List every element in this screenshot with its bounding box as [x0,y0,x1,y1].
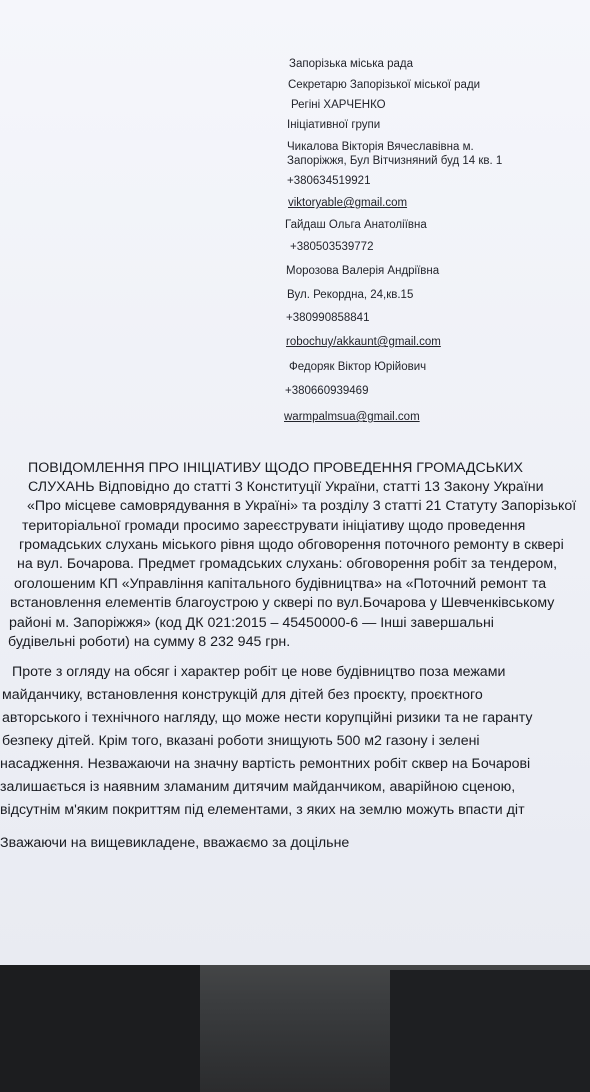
paragraph-line: майданчику, встановлення конструкцій для дітей без проєкту, проєктного [2,687,483,703]
header-line-member-name: Гайдаш Ольга Анатоліївна [285,219,427,231]
header-line-email: warmpalmsua@gmail.com [284,411,420,423]
header-line-member-name: Морозова Валерія Андріївна [286,265,440,277]
header-line-phone: +380660939469 [285,385,369,397]
header-line-council: Запорізька міська рада [289,58,414,70]
header-line-email: robochuy/akkaunt@gmail.com [286,336,441,348]
notice-title [28,460,523,476]
header-line-addressee-name: Регіні ХАРЧЕНКО [291,99,386,111]
paragraph-line: громадських слухань міського рівня щодо обговорення поточного ремонту в сквері [19,537,564,553]
dark-fabric-left [0,960,200,1092]
paragraph-line: Зважаючи на вищевикладене, вважаємо за доцільне [0,835,350,851]
paragraph-line [28,479,544,495]
paragraph-line: районі м. Запоріжжя» (код ДК 021:2015 – 45450000-6 — Інші завершальні [9,615,494,631]
header-line-member-name: Федоряк Віктор Юрійович [289,361,427,373]
header-line-phone: +380990858841 [286,312,370,324]
paragraph-line: на вул. Бочарова. Предмет громадських слухань: обговорення робіт за тендером, [17,556,558,572]
paragraph-line: «Про місцеве самоврядування в Україні» та розділу 3 статті 21 Статуту Запорізької [27,498,577,514]
paragraph-line: залишається із наявним зламаним дитячим майданчиком, аварійною сценою, [0,779,516,795]
header-line-member-address: Вул. Рекордна, 24,кв.15 [287,289,414,301]
header-line-member-address: Запоріжжя, Бул Вітчизняний буд 14 кв. 1 [287,155,503,167]
paragraph-line: безпеку дітей. Крім того, вказані роботи знищують 500 м2 газону і зелені [2,733,480,749]
paragraph-text: Відповідно до статті 3 Конституції України, статті 13 Закону України [94,479,544,495]
paragraph-line: Проте з огляду на обсяг і характер робіт це нове будівництво поза межами [12,664,506,680]
paragraph-line: оголошеним КП «Управління капітального будівництва» на «Поточний ремонт та [14,576,547,592]
paragraph-line: будівельні роботи) на сумму 8 232 945 грн. [8,634,291,650]
paragraph-line: насадження. Незважаючи на значну вартість ремонтних робіт сквер на Бочарові [0,756,531,772]
paragraph-line: авторського і технічного нагляду, що може нести корупційні ризики та не гаранту [2,710,533,726]
paragraph-line: територіальної громади просимо зареєструвати ініціативу щодо проведення [22,518,526,534]
paragraph-line: відсутнім м'яким покриттям під елементами, з яких на землю можуть впасти діт [0,802,525,818]
addressee-block [0,0,590,440]
notice-title-text: СЛУХАНЬ [28,479,95,495]
header-line-phone: +380503539772 [290,241,374,253]
header-line-member-name: Чикалова Вікторія Вячеславівна м. [287,141,474,153]
header-line-email: viktoryable@gmail.com [288,197,408,209]
paragraph-line: встановлення елементів благоустрою у сквері по вул.Бочарова у Шевченківському [10,595,555,611]
header-line-initiative-group: Ініціативної групи [287,119,381,131]
dark-fabric-right [390,970,590,1092]
header-line-secretary: Секретарю Запорізької міської ради [288,79,481,91]
notice-body [0,455,590,875]
notice-title-text: ПОВІДОМЛЕННЯ ПРО ІНІЦІАТИВУ ЩОДО ПРОВЕДЕННЯ ГРОМАДСЬКИХ [28,460,523,476]
header-line-phone: +380634519921 [287,175,371,187]
